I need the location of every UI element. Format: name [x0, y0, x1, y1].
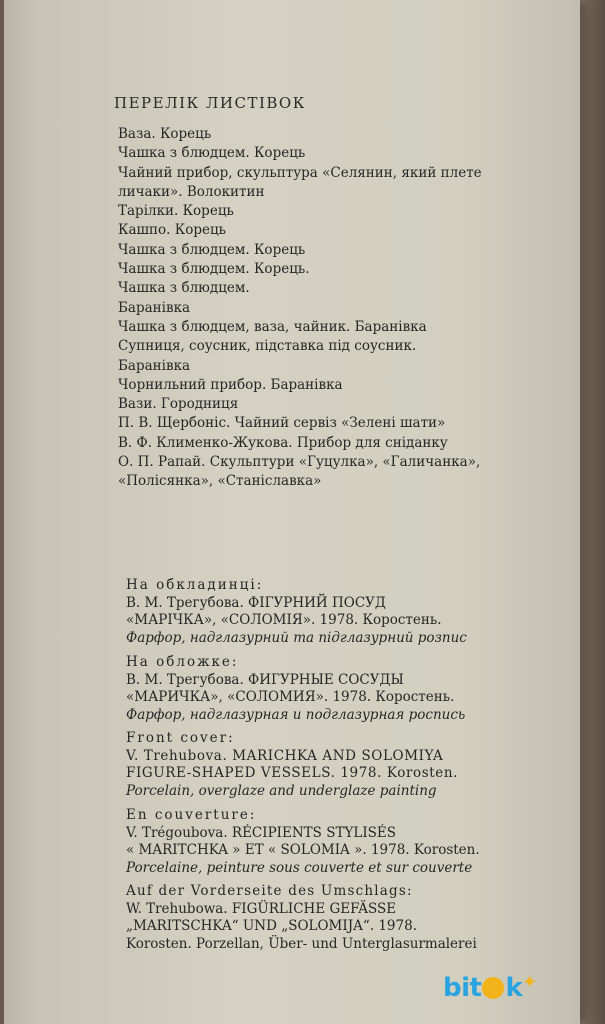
list-item: Чашка з блюдцем. Корець — [118, 145, 306, 162]
list-item: Баранівка — [118, 357, 191, 374]
list-item: личаки». Волокитин — [118, 183, 265, 200]
cover-line: FIGURE-SHAPED VESSELS. 1978. Korosten. — [126, 765, 459, 781]
list-item: Чашка з блюдцем, ваза, чайник. Баранівка — [118, 318, 427, 335]
cover-note-russian — [126, 654, 566, 724]
list-item: В. Ф. Клименко-Жукова. Прибор для сніданку — [118, 434, 448, 451]
cover-label: На обкладинці: — [126, 577, 264, 593]
list-item: Чашка з блюдцем. Корець — [118, 241, 306, 258]
list-item: Ваза. Корець — [118, 126, 212, 142]
cover-line: V. Trégoubova. RÉCIPIENTS STYLISÉS — [126, 824, 397, 841]
cover-label: На обложке: — [126, 654, 239, 670]
cover-line: «МАРІЧКА», «СОЛОМІЯ». 1978. Коростень. — [126, 612, 442, 628]
cover-line: В. М. Трегубова. ФИГУРНЫЕ СОСУДЫ — [126, 671, 404, 688]
list-item: П. В. Щербоніс. Чайний сервіз «Зелені шати» — [118, 415, 446, 432]
cover-label: En couverture: — [126, 807, 257, 823]
list-item: Баранівка — [118, 299, 191, 316]
book-page-edge — [580, 0, 605, 1024]
watermark-logo — [443, 972, 537, 1003]
list-item: Вази. Городниця — [118, 396, 239, 413]
cover-label: Auf der Vorderseite des Umschlags: — [126, 883, 413, 899]
watermark-text: bit — [443, 973, 482, 1003]
star-icon: ✦ — [522, 972, 537, 993]
cover-line: Porcelaine, peinture sous couverte et sur couverte — [126, 859, 473, 876]
cover-note-english — [126, 730, 566, 800]
list-item: «Полісянка», «Станіславка» — [118, 473, 322, 490]
cover-line: Фарфор, надглазурний та підглазурний розпис — [126, 629, 467, 646]
cover-line: W. Trehubowa. FIGÜRLICHE GEFÄSSE — [126, 900, 397, 917]
list-item: Кашпо. Корець — [118, 222, 226, 239]
cover-line: Korosten. Porzellan, Über- und Unterglasurmalerei — [126, 935, 477, 952]
cover-line: «МАРИЧКА», «СОЛОМИЯ». 1978. Коростень. — [126, 689, 455, 705]
cover-note-french — [126, 807, 566, 877]
cover-label: Front cover: — [126, 730, 235, 746]
watermark-text: k — [505, 973, 523, 1003]
list-item: Чайний прибор, скульптура «Селянин, який плете — [118, 164, 482, 181]
cover-line: V. Trehubova. MARICHKA AND SOLOMIYA — [126, 747, 444, 764]
list-item: Чашка з блюдцем. Корець. — [118, 261, 310, 278]
postcard-list — [118, 125, 558, 492]
cover-line: Porcelain, overglaze and underglaze painting — [126, 782, 437, 799]
cover-note-ukrainian — [126, 577, 566, 647]
coin-icon — [482, 977, 504, 999]
cover-line: „MARITSCHKA“ UND „SOLOMIJA“. 1978. — [126, 918, 417, 934]
cover-note-german — [126, 883, 566, 953]
list-item: О. П. Рапай. Скульптури «Гуцулка», «Галичанка», — [118, 454, 481, 471]
book-page — [4, 0, 580, 1024]
list-title: ПЕРЕЛІК ЛИСТІВОК — [114, 94, 306, 112]
list-item: Тарілки. Корець — [118, 203, 234, 220]
list-item: Чашка з блюдцем. — [118, 280, 250, 297]
list-item: Чорнильний прибор. Баранівка — [118, 376, 343, 393]
cover-line: В. М. Трегубова. ФІГУРНИЙ ПОСУД — [126, 594, 386, 611]
list-item: Супниця, соусник, підставка під соусник. — [118, 338, 417, 355]
cover-line: Фарфор, надглазурная и подглазурная роспись — [126, 706, 466, 723]
cover-line: « MARITCHKA » ET « SOLOMIA ». 1978. Korosten. — [126, 842, 480, 858]
